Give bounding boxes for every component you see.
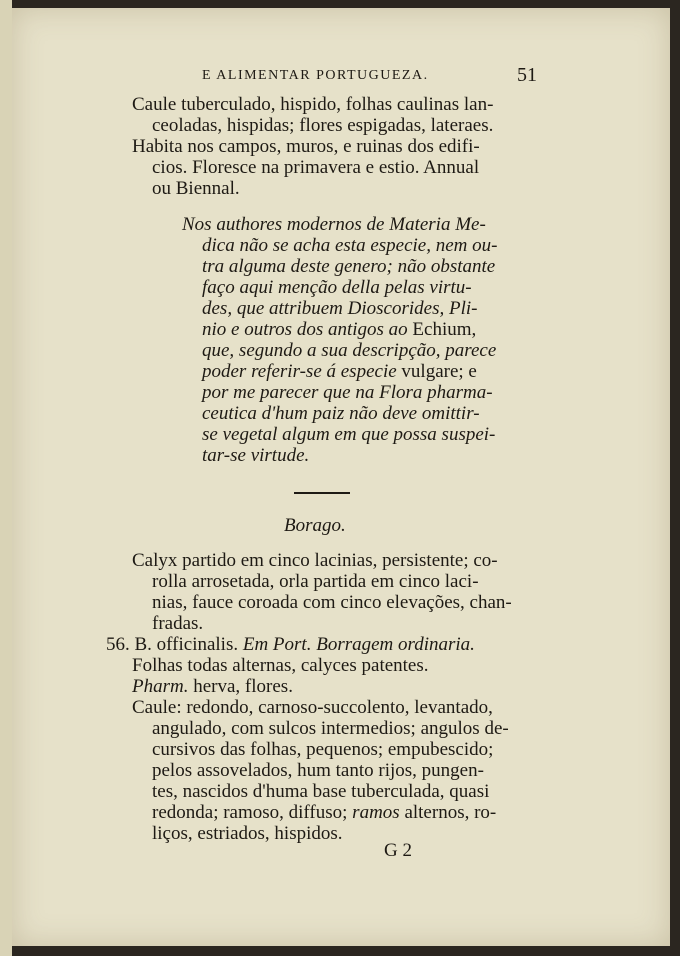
genus-desc-line-4: fradas.	[152, 613, 204, 634]
caule-line-3: cursivos das folhas, pequenos; empubescido;	[152, 739, 494, 760]
genus-heading: Borago.	[284, 515, 346, 536]
note-line-8-italic: poder referir-se á especie	[202, 361, 397, 382]
note-line-12: tar-se virtude.	[202, 445, 310, 466]
species-portuguese-name: Em Port. Borragem ordinaria.	[242, 634, 475, 655]
genus-desc-line-2: rolla arrosetada, orla partida em cinco laci-	[152, 571, 479, 592]
caule-line-6-text: redonda; ramoso, diffuso;	[152, 802, 348, 823]
ramos-italic: ramos	[352, 802, 400, 823]
note-vulgare-roman: vulgare; e	[401, 361, 477, 382]
book-page	[12, 8, 670, 946]
note-echium-roman: Echium,	[412, 319, 477, 340]
note-line-6-italic: nio e outros dos antigos ao	[202, 319, 408, 340]
pharm-parts: herva, flores.	[193, 676, 293, 697]
caule-line-6	[152, 802, 496, 823]
caule-line-1: Caule: redondo, carnoso-succolento, levantado,	[132, 697, 493, 718]
caule-line-2: angulado, com sulcos intermedios; angulos de-	[152, 718, 509, 739]
note-line-5: des, que attribuem Dioscorides, Pli-	[202, 298, 478, 319]
ramos-after: alternos, ro-	[404, 802, 497, 823]
caule-line-4: pelos assovelados, hum tanto rijos, pungen-	[152, 760, 484, 781]
binding-edge	[0, 0, 12, 956]
note-line-1: Nos authores modernos de Materia Me-	[182, 214, 486, 235]
echium-line-5: ou Biennal.	[152, 178, 240, 199]
genus-desc-line-3: nias, fauce coroada com cinco elevações, chan-	[152, 592, 512, 613]
species-name: B. officinalis.	[134, 634, 239, 655]
note-line-9: por me parecer que na Flora pharma-	[202, 382, 493, 403]
note-line-7: que, segundo a sua descripção, parece	[202, 340, 497, 361]
species-number: 56.	[106, 634, 130, 655]
section-divider	[294, 492, 350, 494]
running-title: E ALIMENTAR PORTUGUEZA.	[202, 68, 429, 83]
caule-line-7: liços, estriados, hispidos.	[152, 823, 343, 844]
note-line-3: tra alguma deste genero; não obstante	[202, 256, 496, 277]
note-line-11: se vegetal algum em que possa suspei-	[202, 424, 496, 445]
echium-line-3: Habita nos campos, muros, e ruinas dos edifi-	[132, 136, 480, 157]
genus-desc-line-1: Calyx partido em cinco lacinias, persistente; co-	[132, 550, 498, 571]
caule-line-5: tes, nascidos d'huma base tuberculada, quasi	[152, 781, 490, 802]
pharm-label: Pharm.	[132, 676, 189, 697]
signature-mark: G 2	[384, 840, 412, 861]
species-entry	[106, 634, 475, 655]
echium-line-1: Caule tuberculado, hispido, folhas caulinas lan-	[132, 94, 494, 115]
species-pharm	[132, 676, 293, 697]
note-line-4: faço aqui menção della pelas virtu-	[202, 277, 472, 298]
echium-line-4: cios. Floresce na primavera e estio. Annual	[152, 157, 480, 178]
note-line-10: ceutica d'hum paiz não deve omittir-	[202, 403, 480, 424]
page-number: 51	[517, 64, 537, 86]
species-leaves: Folhas todas alternas, calyces patentes.	[132, 655, 429, 676]
note-line-2: dica não se acha esta especie, nem ou-	[202, 235, 498, 256]
echium-line-2: ceoladas, hispidas; flores espigadas, lateraes.	[152, 115, 494, 136]
note-line-6	[202, 319, 476, 340]
note-line-8	[202, 361, 477, 382]
